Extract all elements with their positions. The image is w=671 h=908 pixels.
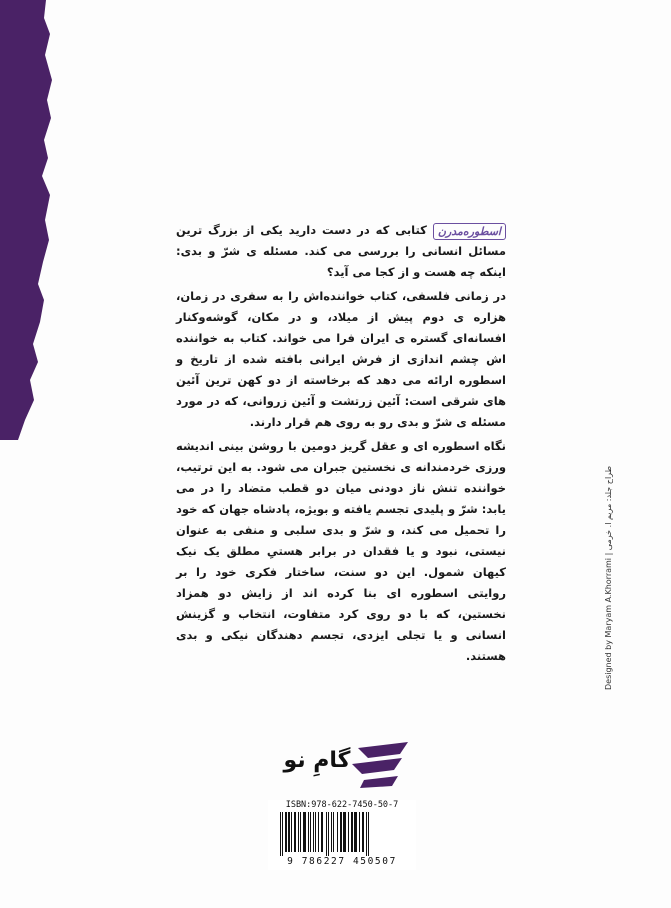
barcode-bar: [310, 812, 311, 852]
barcode-bar: [313, 812, 314, 852]
barcode-bar: [288, 812, 290, 852]
barcode-bar: [291, 812, 292, 852]
barcode-bar: [300, 812, 301, 852]
blurb-paragraph-1: [176, 220, 506, 283]
isbn-barcode-block: [268, 800, 416, 870]
barcode-bar: [366, 812, 367, 856]
barcode-bar: [285, 812, 287, 852]
barcode-bar: [348, 812, 349, 852]
barcode-bar: [318, 812, 319, 852]
barcode-bar: [326, 812, 327, 856]
barcode-bar: [356, 812, 357, 852]
blurb-paragraph-2: در زمانی فلسفی، کتاب خواننده‌اش را به سفری در زمان، هزاره ی دوم پیش از میلاد، و در مکان، گوشه‌وکنار افسانه‌ای گستره ی ایران فرا می خواند. کتاب به خواننده اش چشم اندازی از فرش ایرانی بافته شده از تاریخ و اسطوره ارائه می دهد که برخاسته از دو کهن ترین آئین های شرقی است: آئین زرتشت و آئین زروانی، که در مورد مسئله ی شرّ و بدی رو به روی هم قرار دارند.: [176, 289, 506, 429]
series-logo: اسطوره‌مدرن: [433, 223, 506, 240]
publisher-mark-icon: [350, 740, 412, 790]
barcode-bar: [315, 812, 316, 852]
blurb-paragraph-3: نگاه اسطوره ای و عقل گریز دومین با روشن بینی اندیشه ورزی خردمندانه ی نخستین جبران می شود. به این ترتیب، خواننده تنش ناز دودنی میان دو قطب متضاد را در می یابد: شرّ و پلیدی تجسم یافته و بویژه، پادشاه جهان که خود را تحمیل می کند، و شرّ و بدی سلبی و منفی به عنوان نیستی، نبود و یا فقدان در برابر هستیِ مطلق یک نیک کیهان شمول. این دو سنت، ساختار فکری خود را بر روایتی اسطوره ای بنا کرده اند از زایش دو همزاد نخستین، که با دو روی کرد متفاوت، انتخاب و گزینش انسانی و یا تجلی ایزدی، تجسم دهندگان نیکی و بدی هستند.: [176, 439, 506, 663]
back-cover-blurb: [176, 220, 506, 670]
barcode-bar: [345, 812, 346, 852]
barcode-bar: [282, 812, 283, 856]
publisher-logo: [282, 740, 412, 795]
barcode-bar: [298, 812, 299, 852]
barcode-bar: [294, 812, 296, 852]
barcode-bar: [333, 812, 334, 852]
barcode-bar: [362, 812, 364, 852]
barcode-bars: [278, 812, 406, 856]
isbn-label: ISBN:978-622-7450-50-7: [285, 800, 399, 810]
barcode-bar: [280, 812, 281, 856]
barcode-bar: [340, 812, 342, 852]
blurb-paragraph-1-text: کتابی که در دست دارید یکی از بزرگ ترین مسائل انسانی را بررسی می کند. مسئله ی شرّ و بدی: اینکه چه هست و از کجا می آید؟: [176, 223, 506, 279]
barcode-bar: [305, 812, 306, 852]
barcode-bar: [351, 812, 353, 852]
barcode-bar: [368, 812, 369, 856]
barcode-digits: 9 786227 450507: [287, 856, 397, 867]
publisher-name: گامِ نو: [283, 748, 351, 773]
barcode-bar: [343, 812, 345, 852]
barcode-bar: [359, 812, 360, 852]
designer-credit: Designed by Maryam A.Khorrami | طراح جلد: مریم ا. خرمی: [604, 466, 613, 690]
barcode-bar: [303, 812, 305, 852]
torn-purple-edge: [0, 0, 70, 440]
barcode-bar: [331, 812, 332, 852]
barcode-bar: [354, 812, 356, 852]
barcode-bar: [337, 812, 338, 852]
barcode-bar: [308, 812, 309, 852]
barcode-bar: [328, 812, 329, 856]
barcode-bar: [321, 812, 323, 852]
